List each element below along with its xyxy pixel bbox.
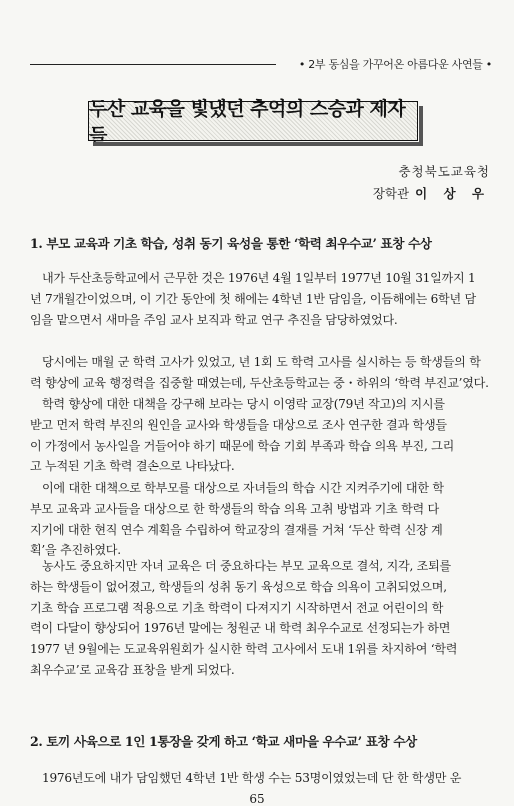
- text-line: 1976년도에 내가 담임했던 4학년 1반 학생 수는 53명이였었는데 단 한 학생만 운: [42, 771, 462, 785]
- text-line: 받고 먼저 학력 부진의 원인을 교사와 학생들을 대상으로 조사 연구한 결과 학생들: [30, 417, 447, 432]
- author-organization: 충청북도교육청: [398, 164, 490, 179]
- section-heading-1: 1. 부모 교육과 기초 학습, 성취 동기 육성을 통한 ‘학력 최우수교’ 표창 수상: [30, 236, 432, 251]
- paragraph-2: [30, 352, 494, 394]
- text-line: 지기에 대한 현직 연수 계획을 수립하여 학교장의 결재를 거쳐 ‘두산 학력 신장 계: [30, 522, 443, 537]
- author-line: [373, 184, 490, 202]
- text-line: 기초 학습 프로그램 적용으로 기초 학력이 다져지기 시작하면서 전교 어린이의 학: [30, 600, 444, 615]
- section-heading-2: 2. 토끼 사육으로 1인 1통장을 갖게 하고 ‘학교 새마을 우수교’ 표창 수상: [30, 734, 417, 749]
- author-name: 이 상 우: [415, 186, 490, 201]
- text-line: 고 누적된 기초 학력 결손으로 나타났다.: [30, 459, 235, 474]
- text-line: 당시에는 매월 군 학력 고사가 있었고, 년 1회 도 학력 고사를 실시하는 등 학생들의 학: [42, 355, 481, 369]
- text-line: 이에 대한 대책으로 학부모를 대상으로 자녀들의 학습 시간 지켜주기에 대한 학: [42, 481, 444, 495]
- article-title: 두산 교육을 빛냈던 추억의 스승과 제자들: [89, 98, 406, 147]
- header-rule: [30, 64, 276, 65]
- paragraph-3: [30, 394, 494, 477]
- text-line: 1977 년 9월에는 도교육위원회가 실시한 학력 고사에서 도내 1위를 차지하여 ‘학력: [30, 642, 458, 657]
- text-line: 력 향상에 교육 행정력을 집중할 때였는데, 두산초등학교는 중・하위의 ‘학력 부진교’였다.: [30, 375, 489, 390]
- paragraph-4: [30, 478, 494, 561]
- text-line: 학력 향상에 대한 대책을 강구해 보라는 당시 이영락 교장(79년 작고)의 지시를: [42, 397, 445, 411]
- text-line: 최우수교’로 교육감 표창을 받게 되었다.: [30, 662, 235, 677]
- title-box: [88, 98, 418, 147]
- text-line: 부모 교육과 교사들을 대상으로 한 학생들의 학습 의욕 고취 방법과 기초 학력 다: [30, 501, 439, 516]
- paragraph-5: [30, 556, 494, 681]
- paragraph-1: [30, 268, 494, 330]
- text-line: 획’을 추진하였다.: [30, 543, 121, 558]
- author-position: 장학관: [372, 186, 410, 201]
- text-line: 년 7개월간이었으며, 이 기간 동안에 첫 해에는 4학년 1반 담임을, 이듬해에는 6학년 담: [30, 291, 476, 306]
- paragraph-6: [30, 768, 494, 789]
- running-header: • 2부 동심을 가꾸어온 아름다운 사연들 •: [298, 58, 492, 71]
- text-line: 력이 다달이 향상되어 1976년 말에는 청원군 내 학력 최우수교로 선정되는가 하면: [30, 621, 451, 636]
- text-line: 내가 두산초등학교에서 근무한 것은 1976년 4월 1일부터 1977년 10월 31일까지 1: [42, 271, 476, 285]
- text-line: 임을 맡으면서 새마을 주임 교사 보직과 학교 연구 추진을 담당하였었다.: [30, 312, 398, 327]
- text-line: 하는 학생들이 없어졌고, 학생들의 성취 동기 육성으로 학습 의욕이 고취되었으며,: [30, 579, 447, 594]
- text-line: 이 가정에서 농사일을 거들어야 하기 때문에 학습 기회 부족과 학습 의욕 부진, 그리: [30, 438, 455, 453]
- text-line: 농사도 중요하지만 자녀 교육은 더 중요하다는 부모 교육으로 결석, 지각, 조퇴를: [42, 559, 451, 573]
- page-number: 65: [249, 792, 265, 806]
